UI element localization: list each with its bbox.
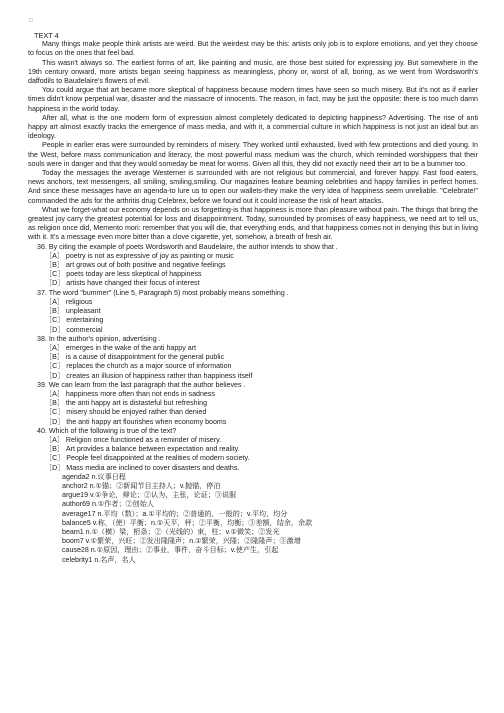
option-c: ［C］ People feel disappointed at the realities of modern society. (45, 454, 250, 463)
question-stem: 39. We can learn from the last paragraph that the author believes . (37, 380, 246, 389)
option-a: ［A］ religious (45, 297, 93, 306)
paragraph: After all, what is the one modern form of expression almost completely dedicated to depicting happiness? Advertising. The rise of anti happy art almost exactly tracks the emergence of mass media, and with it, a commercial culture in which happiness is not just an ideal but an ideology. (28, 113, 478, 141)
vocab-entry: average17 n.平均（数）；a.①平均的；②普通的，一般的；v.平均，均分 (62, 509, 288, 518)
passage (28, 40, 478, 242)
option-d: ［D］ Mass media are inclined to cover disasters and deaths. (45, 463, 240, 472)
vocab-entry: beam1 n.①（横）梁，桁条；②（光线的）束，柱；v.①微笑；②发光 (62, 527, 280, 536)
paragraph: You could argue that art became more skeptical of happiness because modern times have seen so much misery. But it's not as if earlier times didn't know perpetual war, disaster and the massacre of innocents. The reason, in fact, may be just the opposite: there is too much damn happiness in the world today. (28, 86, 478, 113)
option-b: ［B］ unpleasant (45, 307, 101, 316)
option-a: ［A］ emerges in the wake of the anti happy art (45, 343, 197, 352)
paragraph: Today the messages the average Westerner is surrounded with are not religious but commercial, and forever happy. Fast food eaters, news anchors, text messengers, all smiling, smiling,smiling. Our magazines feature beaming celebrities and happy families in perfect homes. And since these messages have an agenda-to lure us to open our wallets-they make the very idea of happiness seem unreliable. "Celebrate!" commanded the ads for the arthritis drug Celebrex, before we found out it could increase the risk of heart attacks. (28, 169, 478, 205)
paragraph: Many things make people think artists are weird. But the weirdest may be this: artists only job is to explore emotions, and yet they choose to focus on the ones that feel bad. (28, 40, 478, 58)
vocab-entry: boom7 v.①繁荣，兴旺；②发出隆隆声；n.①繁荣，兴隆；②隆隆声；③激增 (62, 537, 301, 546)
option-c: ［C］ replaces the church as a major source of information (45, 362, 232, 371)
option-b: ［B］ art grows out of both positive and negative feelings (45, 261, 226, 270)
question-40 (28, 427, 478, 473)
vocab-entry: cause28 n.①原因，理由；②事业，事件，奋斗目标；v.使产生，引起 (62, 546, 279, 555)
question-stem: 36. By citing the example of poets Wordsworth and Baudelaire, the author intends to show that . (37, 242, 338, 251)
option-b: ［B］ is a cause of disappointment for the general public (45, 353, 225, 362)
vocabulary-list (28, 473, 478, 565)
vocab-entry: balance5 v.称，（使）平衡；n.①天平，秤；②平衡，均衡；③差额，结余，余款 (62, 518, 313, 527)
option-d: ［D］ creates an illusion of happiness rather than happiness itself (45, 371, 253, 380)
question-37 (28, 289, 478, 335)
option-d: ［D］ the anti happy art flourishes when economy booms (45, 417, 227, 426)
vocab-entry: anchor2 n.①锚；②新闻节目主持人；v.抛锚，停泊 (62, 481, 221, 490)
question-38 (28, 335, 478, 381)
paragraph: This wasn't always so. The earliest forms of art, like painting and music, are those best suited for expressing joy. But somewhere in the 19th century onward, more artists began seeing happiness as meaningless, phony or, worst of all, boring, as we went from Wordsworth's daffodils to Baudelaire's flowers of evil. (28, 58, 478, 86)
paragraph: What we forget-what our economy depends on us forgetting-is that happiness is more than pleasure without pain. The things that bring the greatest joy carry the greatest potential for loss and disappointment. Today, surrounded by promises of easy happiness, we need art to tell us, as religion once did, Memento mori: remember that you will die, that everything ends, and that happiness comes not in denying this but in living with it. It's a message even more bitter than a clove cigarette, yet, somehow, a breath of fresh air. (28, 205, 478, 242)
vocab-entry: argue19 v.①争论，辩论；②认为，主张，论证；③说服 (62, 491, 237, 500)
option-b: ［B］ Art provides a balance between expectation and reality. (45, 445, 240, 454)
paragraph: People in earlier eras were surrounded by reminders of misery. They worked until exhausted, lived with few protections and died young. In the West, before mass communication and literacy, the most powerful mass medium was the church, which reminded worshippers that their souls were in danger and that they would someday be meat for worms. Given all this, they did not exactly need their art to be a bummer too. (28, 141, 478, 168)
vocab-entry: agenda2 n.议事日程 (62, 472, 126, 481)
vocab-entry: author69 n.①作者；②创始人 (62, 500, 154, 509)
question-stem: 38. In the author's opinion, advertising . (37, 334, 161, 343)
question-39 (28, 381, 478, 427)
option-a: ［A］ poetry is not as expressive of joy as painting or music (45, 251, 234, 260)
questions (28, 243, 478, 473)
option-c: ［C］ misery should be enjoyed rather than denied (45, 408, 207, 417)
option-d: ［D］ artists have changed their focus of interest (45, 279, 200, 288)
option-b: ［B］ the anti happy art is distasteful but refreshing (45, 399, 208, 408)
option-a: ［A］ Religion once functioned as a reminder of misery. (45, 435, 222, 444)
document-body (28, 31, 478, 565)
option-c: ［C］ entertaining (45, 316, 104, 325)
question-stem: 37. The word "bummer" (Line 5, Paragraph 5) most probably means something . (37, 288, 289, 297)
option-c: ［C］ poets today are less skeptical of happiness (45, 270, 202, 279)
text-title: TEXT 4 (34, 31, 59, 40)
page-marker: □ (29, 18, 33, 24)
option-d: ［D］ commercial (45, 325, 103, 334)
option-a: ［A］ happiness more often than not ends in sadness (45, 389, 215, 398)
vocab-entry: celebrity1 n.名声，名人 (62, 555, 136, 564)
question-stem: 40. Which of the following is true of the text? (37, 426, 177, 435)
question-36 (28, 243, 478, 289)
